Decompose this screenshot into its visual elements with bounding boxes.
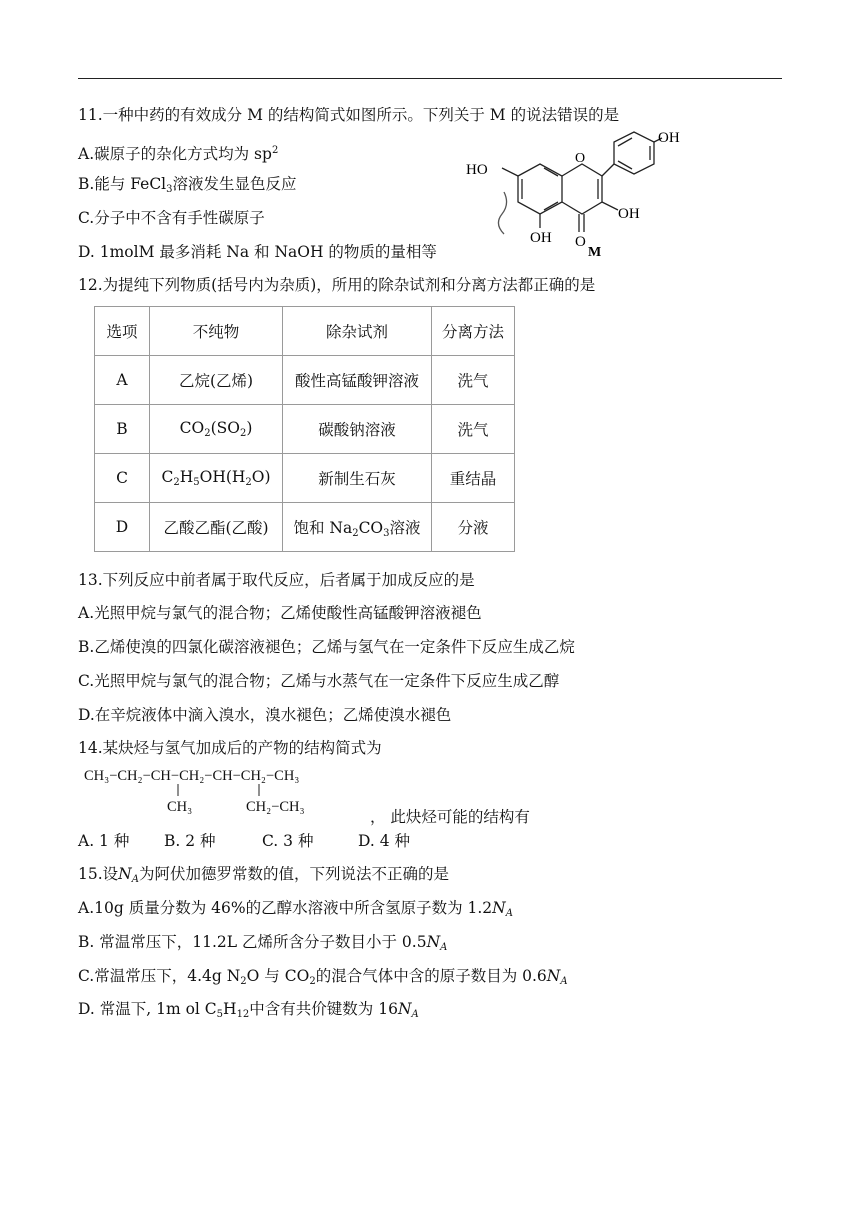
option-cell: A <box>95 356 150 405</box>
q14-option-b: B. 2 种 <box>164 832 216 850</box>
q11-option-b: B.能与 FeCl$_3$溶液发生显色反应 <box>78 175 297 195</box>
mol-oh-top: OH <box>658 130 680 146</box>
q14-option-d: D. 4 种 <box>358 832 411 850</box>
table-header-row <box>95 307 515 356</box>
q14-tail-text: ， 此炔烃可能的结构有 <box>370 808 530 826</box>
mol-oh-right: OH <box>618 206 640 222</box>
molecule-m-structure <box>462 128 682 260</box>
method-cell: 洗气 <box>432 356 515 405</box>
alkane-structural-formula <box>84 766 384 816</box>
table-row <box>95 454 515 503</box>
formula-branch-ethyl: CH₂−CH₃ <box>246 799 305 815</box>
option-cell: D <box>95 503 150 552</box>
table-row <box>95 503 515 552</box>
q15-option-b: B. 常温常压下，11.2L 乙烯所含分子数目小于 $0.5N_A$ <box>78 933 448 953</box>
q14-option-a: A. 1 种 <box>78 832 130 850</box>
q13-option-a: A.光照甲烷与氯气的混合物；乙烯使酸性高锰酸钾溶液褪色 <box>78 604 482 622</box>
option-cell: B <box>95 405 150 454</box>
header-cell: 分离方法 <box>432 307 515 356</box>
q13-option-c: C.光照甲烷与氯气的混合物；乙烯与水蒸气在一定条件下反应生成乙醇 <box>78 672 560 690</box>
formula-branch-methyl: CH₃ <box>167 799 193 815</box>
q11-stem: 11.一种中药的有效成分 M 的结构简式如图所示。下列关于 M 的说法错误的是 <box>78 106 620 124</box>
formula-main-chain: CH₃−CH₂−CH−CH₂−CH−CH₂−CH₃ <box>84 768 300 784</box>
method-cell: 分液 <box>432 503 515 552</box>
impure-cell: 乙酸乙酯(乙酸) <box>150 503 283 552</box>
reagent-cell: 碳酸钠溶液 <box>283 405 432 454</box>
reagent-cell: 酸性高锰酸钾溶液 <box>283 356 432 405</box>
q14-stem: 14.某炔烃与氢气加成后的产物的结构简式为 <box>78 739 382 757</box>
q11-option-a: A.碳原子的杂化方式均为 $sp^2$ <box>78 145 279 163</box>
purification-table <box>94 306 515 552</box>
mol-oh-bottom: OH <box>530 230 552 246</box>
table-row <box>95 356 515 405</box>
mol-carbonyl-o: O <box>575 234 586 250</box>
header-rule <box>78 78 782 79</box>
method-cell: 洗气 <box>432 405 515 454</box>
option-cell: C <box>95 454 150 503</box>
impure-cell: 乙烷(乙烯) <box>150 356 283 405</box>
q12-stem: 12.为提纯下列物质(括号内为杂质)，所用的除杂试剂和分离方法都正确的是 <box>78 276 596 294</box>
mol-ring-o: O <box>575 151 586 166</box>
header-cell: 除杂试剂 <box>283 307 432 356</box>
method-cell: 重结晶 <box>432 454 515 503</box>
q11-option-d: D. 1molM 最多消耗 Na 和 NaOH 的物质的量相等 <box>78 243 437 261</box>
reagent-cell: 饱和 $Na_2CO_3$溶液 <box>283 503 432 552</box>
q15-stem: 15.设$N_A$为阿伏加德罗常数的值，下列说法不正确的是 <box>78 865 449 885</box>
header-cell: 选项 <box>95 307 150 356</box>
q15-option-c: C.常温常压下，4.4g $N_2O$ 与 $CO_2$的混合气体中含的原子数目为 $0.6N_A$ <box>78 967 568 987</box>
q15-option-d: D. 常温下, 1m ol $C_5H_{12}$中含有共价键数为 $16N_A$ <box>78 1000 419 1020</box>
mol-label-m: M <box>588 245 602 260</box>
q11-option-c: C.分子中不含有手性碳原子 <box>78 209 265 227</box>
mol-ho-left: HO <box>466 162 488 178</box>
impure-cell: $C_2H_5OH(H_2O)$ <box>150 454 283 503</box>
impure-cell: $CO_2(SO_2)$ <box>150 405 283 454</box>
q14-option-c: C. 3 种 <box>262 832 314 850</box>
q13-stem: 13.下列反应中前者属于取代反应，后者属于加成反应的是 <box>78 571 475 589</box>
header-cell: 不纯物 <box>150 307 283 356</box>
table-row <box>95 405 515 454</box>
reagent-cell: 新制生石灰 <box>283 454 432 503</box>
q15-option-a: A.10g 质量分数为 46%的乙醇水溶液中所含氢原子数为 $1.2N_A$ <box>78 899 513 919</box>
q13-option-b: B.乙烯使溴的四氯化碳溶液褪色；乙烯与氢气在一定条件下反应生成乙烷 <box>78 638 575 656</box>
q13-option-d: D.在辛烷液体中滴入溴水，溴水褪色；乙烯使溴水褪色 <box>78 706 452 724</box>
